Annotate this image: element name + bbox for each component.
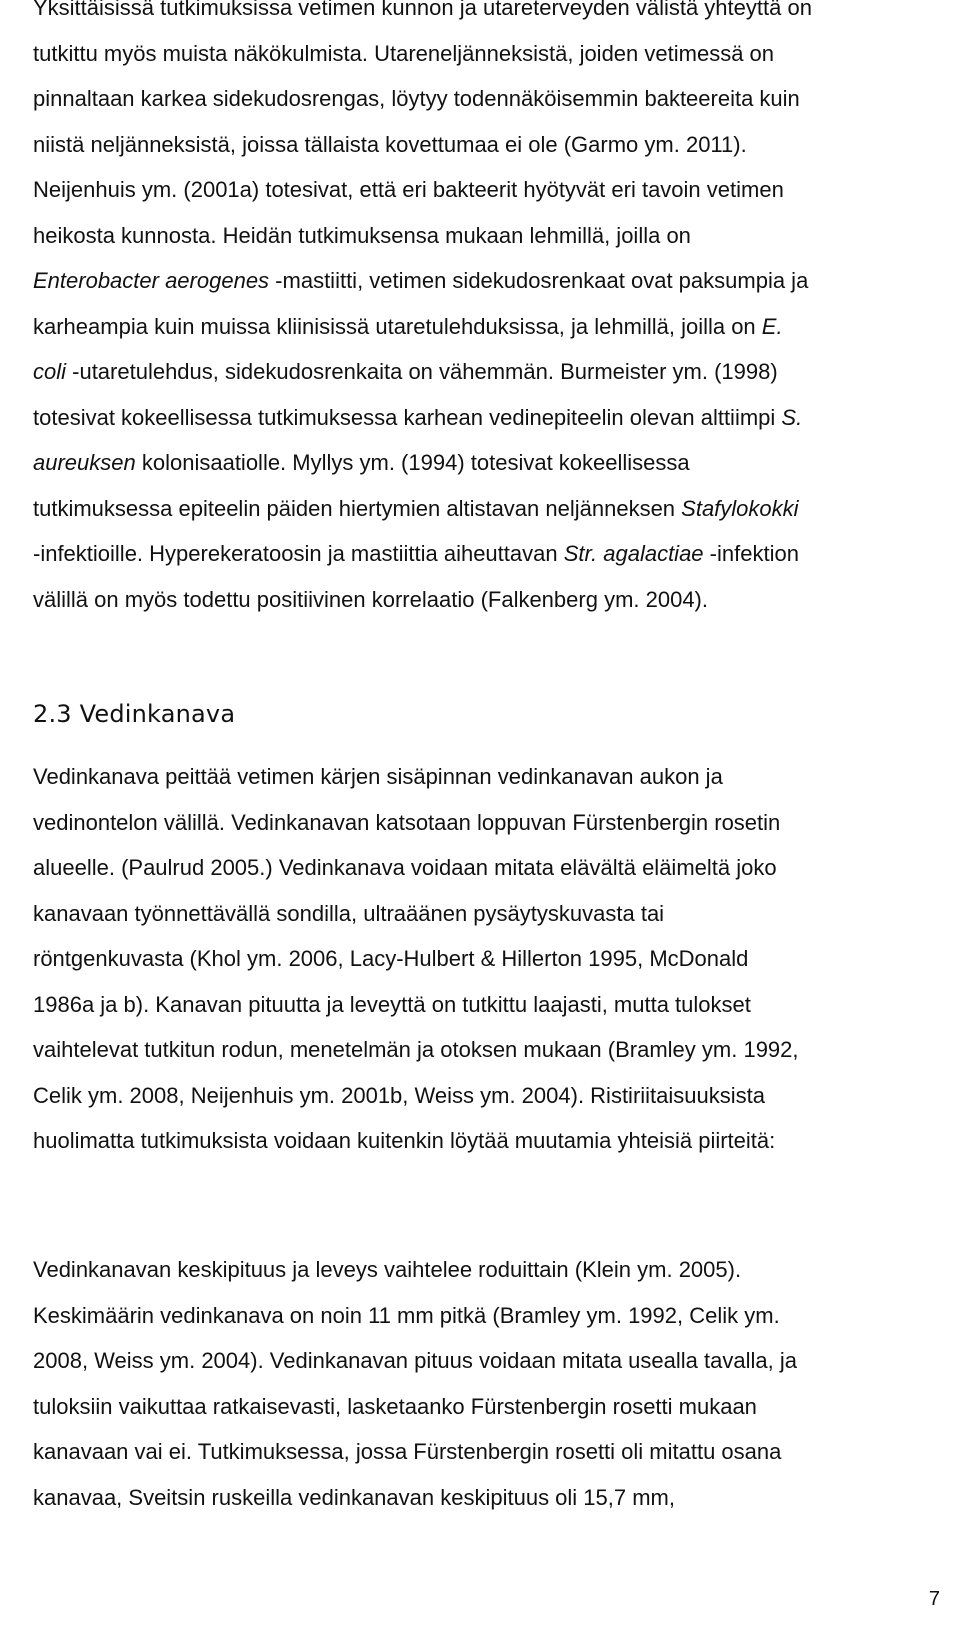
italic-species-name: S. xyxy=(781,404,803,430)
text-line: vedinontelon välillä. Vedinkanavan katsotaan loppuvan Fürstenbergin rosetin xyxy=(33,809,781,835)
text-run: -infektioille. Hyperekeratoosin ja mastiittia aiheuttavan xyxy=(33,541,564,566)
page-number: 7 xyxy=(928,1588,940,1610)
text-line: kanavaan työnnettävällä sondilla, ultraäänen pysäytyskuvasta tai xyxy=(33,900,665,926)
text-run: -utaretulehdus, sidekudosrenkaita on vähemmän. Burmeister ym. (1998) xyxy=(66,359,778,384)
italic-species-name: coli xyxy=(33,359,67,384)
text-line: 2008, Weiss ym. 2004). Vedinkanavan pituus voidaan mitata usealla tavalla, ja xyxy=(33,1348,797,1373)
italic-species-name: aureuksen xyxy=(33,450,136,475)
text-line: alueelle. (Paulrud 2005.) Vedinkanava voidaan mitata elävältä eläimeltä joko xyxy=(33,855,777,880)
text-line: Yksittäisissä tutkimuksissa vetimen kunnon ja utareterveyden välistä yhteyttä on xyxy=(33,0,812,20)
text-line: niistä neljänneksistä, joissa tällaista kovettumaa ei ole (Garmo ym. 2011). xyxy=(33,131,747,157)
text-line: välillä on myös todettu positiivinen korrelaatio (Falkenberg ym. 2004). xyxy=(33,586,708,612)
italic-species-name: Str. agalactiae xyxy=(563,541,704,566)
text-run: karheampia kuin muissa kliinisissä utaretulehduksissa, ja lehmillä, joilla on xyxy=(33,313,762,339)
text-line xyxy=(33,258,933,304)
text-run: -infektion xyxy=(703,541,799,566)
text-line xyxy=(33,531,933,577)
text-line: röntgenkuvasta (Khol ym. 2006, Lacy-Hulbert & Hillerton 1995, McDonald xyxy=(33,946,749,971)
text-line xyxy=(33,304,933,350)
text-line xyxy=(33,486,933,532)
text-line: 1986a ja b). Kanavan pituutta ja leveyttä on tutkittu laajasti, mutta tulokset xyxy=(33,991,751,1017)
text-line: tutkittu myös muista näkökulmista. Utareneljänneksistä, joiden vetimessä on xyxy=(33,40,775,66)
text-run: kolonisaatiolle. Myllys ym. (1994) totesivat kokeellisessa xyxy=(135,450,690,475)
text-line: pinnaltaan karkea sidekudosrengas, löytyy todennäköisemmin bakteereita kuin xyxy=(33,86,800,111)
text-line: heikosta kunnosta. Heidän tutkimuksensa mukaan lehmillä, joilla on xyxy=(33,222,691,248)
text-line: kanavaa, Sveitsin ruskeilla vedinkanavan keskipituus oli 15,7 mm, xyxy=(33,1484,675,1510)
paragraph-teat-canal xyxy=(33,754,933,1164)
text-line: Vedinkanava peittää vetimen kärjen sisäpinnan vedinkanavan aukon ja xyxy=(33,764,723,789)
text-line: tuloksiin vaikuttaa ratkaisevasti, lasketaanko Fürstenbergin rosetti mukaan xyxy=(33,1393,757,1419)
text-line: kanavaan vai ei. Tutkimuksessa, jossa Fürstenbergin rosetti oli mitattu osana xyxy=(33,1439,782,1464)
text-line: Vedinkanavan keskipituus ja leveys vaihtelee roduittain (Klein ym. 2005). xyxy=(33,1257,742,1282)
text-line: Neijenhuis ym. (2001a) totesivat, että eri bakteerit hyötyvät eri tavoin vetimen xyxy=(33,177,784,202)
section-heading: 2.3 Vedinkanava xyxy=(33,700,236,728)
text-run: tutkimuksessa epiteelin päiden hiertymien altistavan neljänneksen xyxy=(33,495,682,521)
paragraph-canal-length xyxy=(33,1247,933,1520)
text-line: Celik ym. 2008, Neijenhuis ym. 2001b, Weiss ym. 2004). Ristiriitaisuuksista xyxy=(33,1082,765,1108)
text-line: Keskimäärin vedinkanava on noin 11 mm pitkä (Bramley ym. 1992, Celik ym. xyxy=(33,1302,780,1328)
text-line: vaihtelevat tutkitun rodun, menetelmän ja otoksen mukaan (Bramley ym. 1992, xyxy=(33,1037,799,1062)
text-line: huolimatta tutkimuksista voidaan kuitenkin löytää muutamia yhteisiä piirteitä: xyxy=(33,1128,776,1153)
text-run: -mastiitti, vetimen sidekudosrenkaat ovat paksumpia ja xyxy=(269,268,809,293)
text-line xyxy=(33,395,933,441)
text-line xyxy=(33,440,933,486)
text-line xyxy=(33,349,933,395)
text-run: totesivat kokeellisessa tutkimuksessa karhean vedinepiteelin olevan alttiimpi xyxy=(33,404,782,430)
italic-species-name: Stafylokokki xyxy=(681,495,799,521)
paragraph-teat-condition xyxy=(33,0,933,622)
italic-species-name: E. xyxy=(761,313,783,339)
italic-species-name: Enterobacter aerogenes xyxy=(33,268,270,293)
